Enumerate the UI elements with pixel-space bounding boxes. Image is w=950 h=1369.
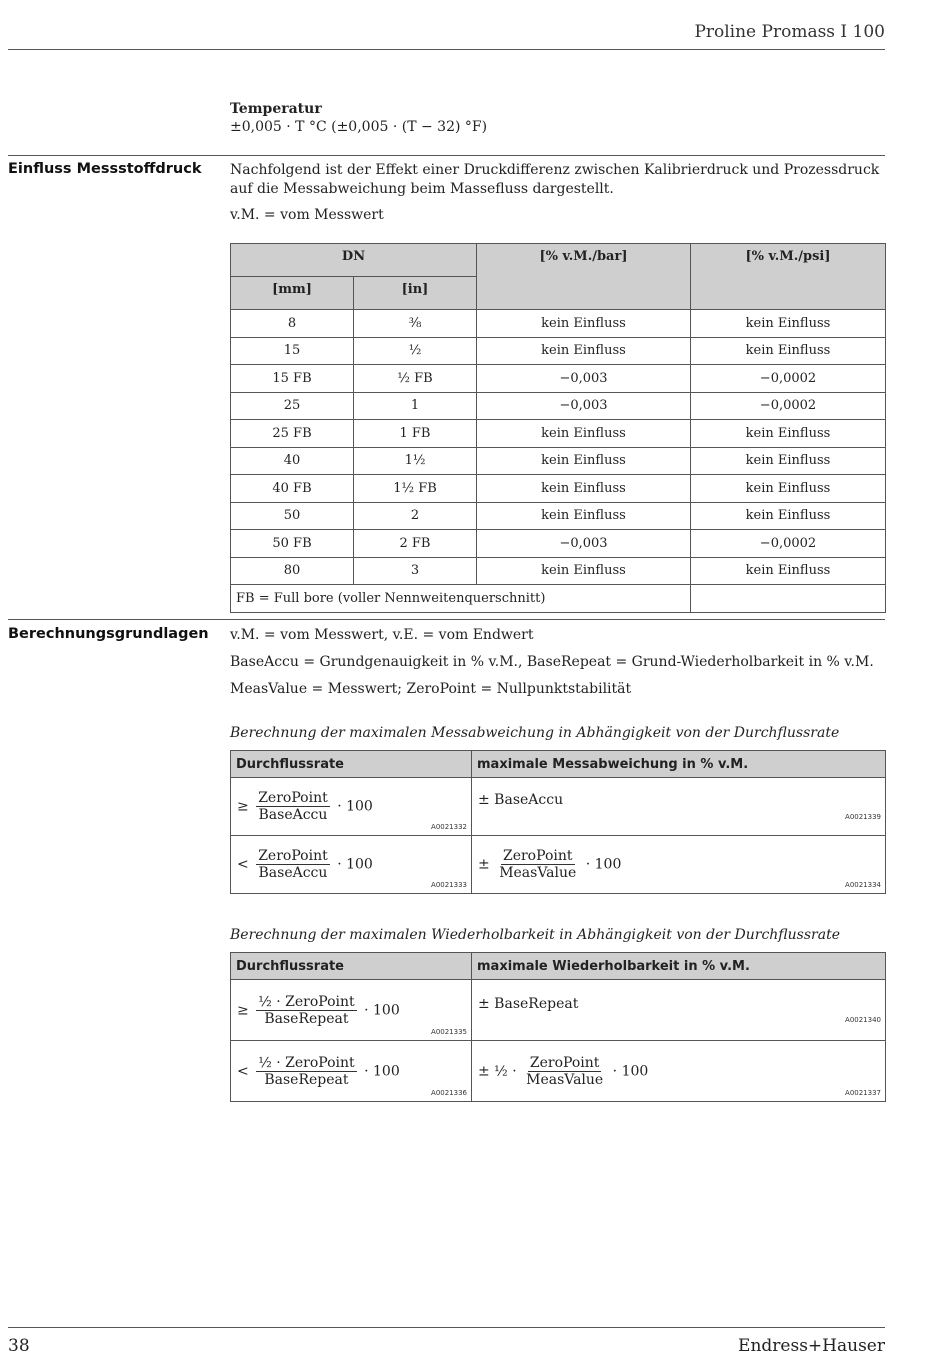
table-cell: 25 FB [231, 420, 354, 448]
accuracy-col-deviation: maximale Messabweichung in % v.M. [472, 751, 886, 778]
table-row [231, 420, 886, 448]
table-cell: 50 FB [231, 530, 354, 558]
table-cell: kein Einfluss [691, 310, 886, 338]
repeatability-col-repeatability: maximale Wiederholbarkeit in % v.M. [472, 953, 886, 980]
temperature-formula: ±0,005 · T °C (±0,005 · (T − 32) °F) [230, 119, 488, 135]
table-cell: kein Einfluss [477, 420, 691, 448]
table-cell: 3 [354, 557, 477, 585]
table-cell: −0,003 [477, 365, 691, 393]
table-row [231, 365, 886, 393]
table-cell: kein Einfluss [691, 420, 886, 448]
table-cell: 80 [231, 557, 354, 585]
table-cell: kein Einfluss [477, 447, 691, 475]
table-cell: −0,0002 [691, 365, 886, 393]
section-label-pressure: Einfluss Messstoffdruck [8, 161, 202, 177]
header-bar: [% v.M./bar] [477, 244, 691, 310]
repeatability-table-caption: Berechnung der maximalen Wiederholbarkeit in Abhängigkeit von der Durchflussrate [230, 927, 840, 943]
section-divider-basis [8, 619, 885, 620]
header-psi: [% v.M./psi] [691, 244, 886, 310]
table-cell: 1½ FB [354, 475, 477, 503]
temperature-label: Temperatur [230, 101, 322, 117]
header-in: [in] [354, 277, 477, 310]
accuracy-row2-condition: < $\frac{\text{ZeroPoint}}{\text{BaseAccu}}$ · 100 A0021333 [231, 836, 472, 894]
repeatability-row2-result: ± ½ · $\frac{\text{ZeroPoint}}{\text{MeasValue}}$ · 100 A0021337 [472, 1041, 886, 1102]
table-cell: kein Einfluss [691, 557, 886, 585]
table-cell: kein Einfluss [691, 447, 886, 475]
pressure-table-body [231, 310, 886, 585]
footer-brand: Endress+Hauser [738, 1336, 885, 1356]
table-cell: kein Einfluss [477, 557, 691, 585]
table-cell: −0,003 [477, 530, 691, 558]
accuracy-row1-result: ± BaseAccu A0021339 [472, 778, 886, 836]
repeatability-row1-result: ± BaseRepeat A0021340 [472, 980, 886, 1041]
table-cell: −0,0002 [691, 530, 886, 558]
table-cell: 8 [231, 310, 354, 338]
accuracy-row1-condition: ≥ $\frac{\text{ZeroPoint}}{\text{BaseAccu}}$ · 100 A0021332 [231, 778, 472, 836]
section-divider-pressure [8, 155, 885, 156]
table-cell: 40 [231, 447, 354, 475]
section-label-basis: Berechnungsgrundlagen [8, 626, 209, 642]
pressure-vm-note: v.M. = vom Messwert [230, 207, 384, 223]
header-dn: DN [231, 244, 477, 277]
document-header-title: Proline Promass I 100 [694, 22, 885, 42]
table-cell: 40 FB [231, 475, 354, 503]
page-number: 38 [8, 1336, 30, 1356]
table-cell: 1½ [354, 447, 477, 475]
table-cell: 2 FB [354, 530, 477, 558]
table-cell: 15 [231, 337, 354, 365]
table-cell: kein Einfluss [477, 337, 691, 365]
table-row [231, 392, 886, 420]
repeatability-table [230, 952, 886, 1102]
table-cell: 15 FB [231, 365, 354, 393]
table-cell: 1 [354, 392, 477, 420]
accuracy-col-flowrate: Durchflussrate [231, 751, 472, 778]
basis-line-1: v.M. = vom Messwert, v.E. = vom Endwert [230, 627, 534, 643]
table-row [231, 447, 886, 475]
table-cell: kein Einfluss [477, 310, 691, 338]
repeatability-col-flowrate: Durchflussrate [231, 953, 472, 980]
table-cell: ³⁄₈ [354, 310, 477, 338]
basis-line-2: BaseAccu = Grundgenauigkeit in % v.M., BaseRepeat = Grund-Wiederholbarkeit in % v.M. [230, 654, 874, 670]
table-cell: kein Einfluss [691, 502, 886, 530]
table-cell: 50 [231, 502, 354, 530]
repeatability-row1-condition: ≥ $\frac{\text{½ · ZeroPoint}}{\text{BaseRepeat}}$ · 100 A0021335 [231, 980, 472, 1041]
header-divider [8, 49, 885, 50]
table-cell: 25 [231, 392, 354, 420]
table-row [231, 530, 886, 558]
table-row [231, 310, 886, 338]
table-cell: ½ FB [354, 365, 477, 393]
table-cell: kein Einfluss [477, 502, 691, 530]
header-mm: [mm] [231, 277, 354, 310]
pressure-intro: Nachfolgend ist der Effekt einer Druckdifferenz zwischen Kalibrierdruck und Prozessdruck auf die Messabweichung beim Massefluss dargestellt. [230, 162, 880, 197]
table-cell: −0,0002 [691, 392, 886, 420]
pressure-influence-table [230, 243, 886, 613]
table-cell: kein Einfluss [477, 475, 691, 503]
table-cell: kein Einfluss [691, 475, 886, 503]
table-row [231, 475, 886, 503]
accuracy-table-caption: Berechnung der maximalen Messabweichung in Abhängigkeit von der Durchflussrate [230, 725, 840, 741]
footer-divider [8, 1327, 885, 1328]
table-row [231, 502, 886, 530]
table-cell: −0,003 [477, 392, 691, 420]
table-row [231, 337, 886, 365]
table-row [231, 557, 886, 585]
table-cell: ½ [354, 337, 477, 365]
repeatability-row2-condition: < $\frac{\text{½ · ZeroPoint}}{\text{BaseRepeat}}$ · 100 A0021336 [231, 1041, 472, 1102]
table-note: FB = Full bore (voller Nennweitenquerschnitt) [231, 585, 691, 613]
table-cell: 1 FB [354, 420, 477, 448]
accuracy-row2-result: ± $\frac{\text{ZeroPoint}}{\text{MeasValue}}$ · 100 A0021334 [472, 836, 886, 894]
accuracy-table [230, 750, 886, 894]
table-note-empty-cell [691, 585, 886, 613]
table-cell: 2 [354, 502, 477, 530]
basis-line-3: MeasValue = Messwert; ZeroPoint = Nullpunktstabilität [230, 681, 632, 697]
table-cell: kein Einfluss [691, 337, 886, 365]
